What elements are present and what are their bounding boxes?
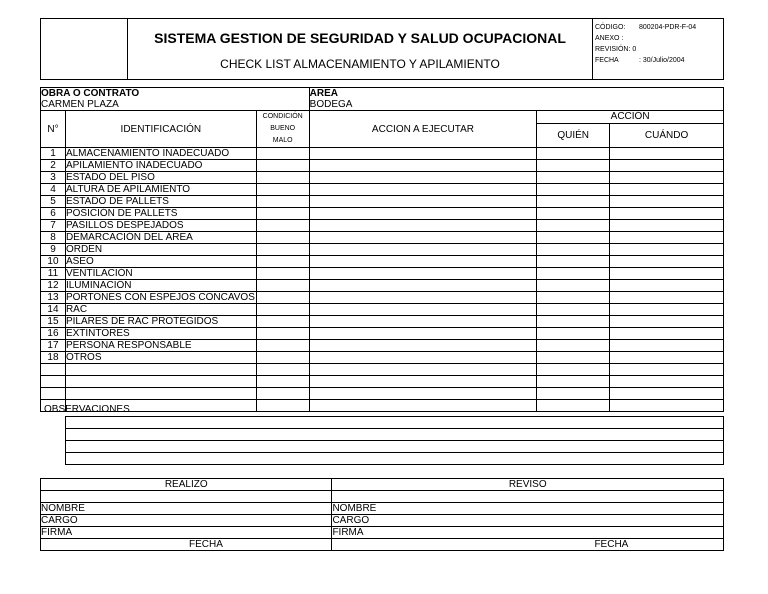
- table-row: [41, 280, 724, 292]
- item-label: PERSONA RESPONSABLE: [65, 340, 256, 352]
- item-number: 7: [41, 220, 66, 232]
- table-row: [41, 268, 724, 280]
- accion-cell[interactable]: [309, 244, 537, 256]
- condicion-cell[interactable]: [256, 376, 309, 388]
- table-row: [41, 232, 724, 244]
- realizo-firma[interactable]: FIRMA: [41, 527, 332, 539]
- realizo-blank: [41, 491, 332, 503]
- item-label: POSICIÓN DE PALLETS: [65, 208, 256, 220]
- quien-cell[interactable]: [537, 376, 610, 388]
- item-number: 17: [41, 340, 66, 352]
- item-number: [41, 364, 66, 376]
- item-label: PORTONES CON ESPEJOS CONCAVOS: [65, 292, 255, 303]
- col-accion-ejecutar-header: ACCION A EJECUTAR: [309, 111, 537, 148]
- obra-cell: [41, 88, 310, 111]
- condicion-cell[interactable]: [256, 328, 309, 340]
- item-number: 16: [41, 328, 66, 340]
- col-cuando-header: CUÁNDO: [610, 123, 724, 147]
- title-cell: [128, 19, 593, 80]
- accion-cell[interactable]: [309, 256, 537, 268]
- reviso-fecha[interactable]: FECHA: [332, 539, 724, 551]
- form-title: SISTEMA GESTION DE SEGURIDAD Y SALUD OCUPACIONAL: [154, 30, 566, 46]
- quien-cell[interactable]: [537, 304, 610, 316]
- cuando-cell[interactable]: [610, 388, 724, 400]
- condicion-cell[interactable]: [256, 148, 309, 160]
- item-number: 2: [41, 160, 66, 172]
- condicion-cell[interactable]: [256, 340, 309, 352]
- reviso-header: REVISO: [332, 479, 724, 491]
- accion-cell[interactable]: [309, 220, 537, 232]
- table-row: [41, 352, 724, 364]
- quien-cell[interactable]: [537, 364, 610, 376]
- quien-cell[interactable]: [537, 316, 610, 328]
- accion-cell[interactable]: [309, 304, 537, 316]
- condicion-cell[interactable]: [256, 172, 309, 184]
- table-row: [41, 256, 724, 268]
- quien-cell[interactable]: [537, 256, 610, 268]
- condicion-cell[interactable]: [256, 232, 309, 244]
- accion-cell[interactable]: [309, 364, 537, 376]
- quien-cell[interactable]: [537, 208, 610, 220]
- cuando-cell[interactable]: [610, 280, 724, 292]
- form-subtitle: CHECK LIST ALMACENAMIENTO Y APILAMIENTO: [220, 57, 500, 71]
- accion-cell[interactable]: [309, 400, 537, 412]
- accion-cell[interactable]: [309, 352, 537, 364]
- cuando-cell[interactable]: [610, 364, 724, 376]
- table-row: [41, 376, 724, 388]
- item-label: EXTINTORES: [65, 328, 256, 340]
- cuando-cell[interactable]: [610, 400, 724, 412]
- col-num-header: N°: [41, 111, 66, 148]
- cuando-cell[interactable]: [610, 232, 724, 244]
- condicion-cell[interactable]: [256, 196, 309, 208]
- accion-cell[interactable]: [309, 232, 537, 244]
- accion-cell[interactable]: [309, 196, 537, 208]
- item-number: [41, 388, 66, 400]
- quien-cell[interactable]: [537, 244, 610, 256]
- item-label: PASILLOS DESPEJADOS: [65, 220, 256, 232]
- item-number: 13: [41, 292, 66, 304]
- checklist-table: [40, 87, 724, 412]
- condicion-cell[interactable]: [256, 352, 309, 364]
- accion-cell[interactable]: [309, 160, 537, 172]
- item-number: 12: [41, 280, 66, 292]
- quien-cell[interactable]: [537, 232, 610, 244]
- observaciones-line[interactable]: [66, 417, 724, 429]
- item-label: ILUMINACIÓN: [65, 280, 256, 292]
- table-row: [41, 328, 724, 340]
- item-number: 14: [41, 304, 66, 316]
- item-number: 5: [41, 196, 66, 208]
- quien-cell[interactable]: [537, 352, 610, 364]
- table-row: [41, 244, 724, 256]
- item-label: ALTURA DE APILAMIENTO: [65, 184, 256, 196]
- quien-cell[interactable]: [537, 292, 610, 304]
- item-number: 1: [41, 148, 66, 160]
- reviso-cargo[interactable]: CARGO: [332, 515, 724, 527]
- item-label: OTROS: [65, 352, 256, 364]
- item-number: 18: [41, 352, 66, 364]
- signature-table: [40, 478, 724, 551]
- quien-cell[interactable]: [537, 160, 610, 172]
- fecha-label: FECHA: [595, 57, 619, 64]
- condicion-label: CONDICIÓN: [262, 113, 303, 120]
- accion-cell[interactable]: [309, 376, 537, 388]
- table-row: [41, 208, 724, 220]
- realizo-fecha[interactable]: FECHA: [41, 539, 332, 551]
- condicion-cell[interactable]: [256, 388, 309, 400]
- realizo-header: REALIZO: [41, 479, 332, 491]
- item-label: ESTADO DE PALLETS: [65, 196, 256, 208]
- obra-value: CARMEN PLAZA: [41, 99, 119, 110]
- cuando-cell[interactable]: [610, 328, 724, 340]
- item-number: 8: [41, 232, 66, 244]
- observaciones-table: [65, 416, 724, 465]
- cuando-cell[interactable]: [610, 148, 724, 160]
- observaciones-line[interactable]: [66, 441, 724, 453]
- item-number: 15: [41, 316, 66, 328]
- accion-cell[interactable]: [309, 184, 537, 196]
- cuando-cell[interactable]: [610, 184, 724, 196]
- reviso-blank: [332, 491, 724, 503]
- quien-cell[interactable]: [537, 148, 610, 160]
- quien-cell[interactable]: [537, 328, 610, 340]
- cuando-cell[interactable]: [610, 208, 724, 220]
- condicion-cell[interactable]: [256, 160, 309, 172]
- quien-cell[interactable]: [537, 280, 610, 292]
- item-label: RAC: [65, 304, 256, 316]
- cuando-cell[interactable]: [610, 268, 724, 280]
- table-row: [41, 172, 724, 184]
- accion-cell[interactable]: [309, 280, 537, 292]
- fecha-value: : 30/Julio/2004: [639, 57, 685, 64]
- cuando-cell[interactable]: [610, 292, 724, 304]
- cuando-cell[interactable]: [610, 256, 724, 268]
- table-row: [41, 400, 724, 412]
- col-accion-header: ACCIÓN: [537, 111, 724, 124]
- quien-cell[interactable]: [537, 340, 610, 352]
- table-row: [41, 340, 724, 352]
- accion-cell[interactable]: [309, 172, 537, 184]
- accion-cell[interactable]: [309, 316, 537, 328]
- condicion-cell[interactable]: [256, 208, 309, 220]
- table-row: [41, 148, 724, 160]
- item-label: VENTILACIÓN: [65, 268, 256, 280]
- item-label: ORDEN: [65, 244, 256, 256]
- table-row: [41, 184, 724, 196]
- item-number: 11: [41, 268, 66, 280]
- table-row: [41, 364, 724, 376]
- cuando-cell[interactable]: [610, 160, 724, 172]
- table-row: [41, 304, 724, 316]
- cuando-cell[interactable]: [610, 340, 724, 352]
- quien-cell[interactable]: [537, 388, 610, 400]
- item-number: 3: [41, 172, 66, 184]
- form-header: [40, 18, 724, 80]
- cuando-cell[interactable]: [610, 244, 724, 256]
- item-label: [65, 376, 256, 388]
- condicion-cell[interactable]: [256, 400, 309, 412]
- col-quien-header: QUIÉN: [537, 123, 610, 147]
- observaciones-line[interactable]: [66, 429, 724, 441]
- malo-label: MALO: [272, 137, 293, 144]
- revision-label: REVISIÓN: 0: [595, 46, 637, 53]
- observaciones-label: OBSERVACIONES: [44, 404, 130, 415]
- cuando-cell[interactable]: [610, 172, 724, 184]
- table-row: [41, 388, 724, 400]
- item-number: 6: [41, 208, 66, 220]
- item-label: ASEO: [65, 256, 256, 268]
- realizo-cargo[interactable]: CARGO: [41, 515, 332, 527]
- accion-cell[interactable]: [309, 388, 537, 400]
- obra-label: OBRA O CONTRATO: [41, 88, 140, 99]
- table-row: [41, 292, 724, 304]
- col-identificacion-header: IDENTIFICACIÓN: [65, 111, 256, 148]
- realizo-nombre[interactable]: NOMBRE: [41, 503, 332, 515]
- item-label: [65, 364, 256, 376]
- condicion-cell[interactable]: [256, 364, 309, 376]
- condicion-cell[interactable]: [256, 184, 309, 196]
- reviso-nombre[interactable]: NOMBRE: [332, 503, 724, 515]
- cuando-cell[interactable]: [610, 316, 724, 328]
- cuando-cell[interactable]: [610, 304, 724, 316]
- quien-cell[interactable]: [537, 268, 610, 280]
- condicion-cell[interactable]: [256, 292, 309, 304]
- quien-cell[interactable]: [537, 172, 610, 184]
- condicion-cell[interactable]: [256, 304, 309, 316]
- codigo-value: 800204-PDR-F-04: [639, 24, 697, 31]
- item-label: DEMARCACIÓN DEL ÁREA: [65, 232, 256, 244]
- condicion-cell[interactable]: [256, 220, 309, 232]
- cuando-cell[interactable]: [610, 196, 724, 208]
- quien-cell[interactable]: [537, 220, 610, 232]
- quien-cell[interactable]: [537, 184, 610, 196]
- condicion-cell[interactable]: [256, 268, 309, 280]
- condicion-cell[interactable]: [256, 280, 309, 292]
- table-row: [41, 220, 724, 232]
- condicion-cell[interactable]: [256, 244, 309, 256]
- quien-cell[interactable]: [537, 400, 610, 412]
- item-number: 4: [41, 184, 66, 196]
- quien-cell[interactable]: [537, 196, 610, 208]
- item-label: ALMACENAMIENTO INADECUADO: [65, 148, 256, 160]
- table-row: [41, 196, 724, 208]
- anexo-label: ANEXO :: [595, 35, 624, 42]
- accion-cell[interactable]: [309, 148, 537, 160]
- table-row: [41, 160, 724, 172]
- col-condicion-header: [256, 111, 309, 148]
- accion-cell[interactable]: [309, 208, 537, 220]
- condicion-cell[interactable]: [256, 316, 309, 328]
- document-meta: [593, 19, 724, 80]
- cuando-cell[interactable]: [610, 376, 724, 388]
- area-value: BODEGA: [309, 99, 353, 110]
- bueno-label: BUENO: [270, 125, 296, 132]
- item-label: ESTADO DEL PISO: [65, 172, 256, 184]
- accion-cell[interactable]: [309, 340, 537, 352]
- item-number: 10: [41, 256, 66, 268]
- reviso-firma[interactable]: FIRMA: [332, 527, 724, 539]
- table-row: [41, 316, 724, 328]
- accion-cell[interactable]: [309, 292, 537, 304]
- area-cell: [309, 88, 723, 111]
- logo-box: [41, 19, 128, 80]
- accion-cell[interactable]: [309, 268, 537, 280]
- cuando-cell[interactable]: [610, 352, 724, 364]
- item-label: APILAMIENTO INADECUADO: [65, 160, 256, 172]
- cuando-cell[interactable]: [610, 220, 724, 232]
- condicion-cell[interactable]: [256, 256, 309, 268]
- area-label: AREA: [309, 88, 339, 99]
- accion-cell[interactable]: [309, 328, 537, 340]
- item-number: [41, 376, 66, 388]
- item-label: PILARES DE RAC PROTEGIDOS: [65, 316, 256, 328]
- observaciones-line[interactable]: [66, 453, 724, 465]
- item-label: [65, 388, 256, 400]
- item-number: 9: [41, 244, 66, 256]
- codigo-label: CÓDIGO:: [595, 24, 626, 31]
